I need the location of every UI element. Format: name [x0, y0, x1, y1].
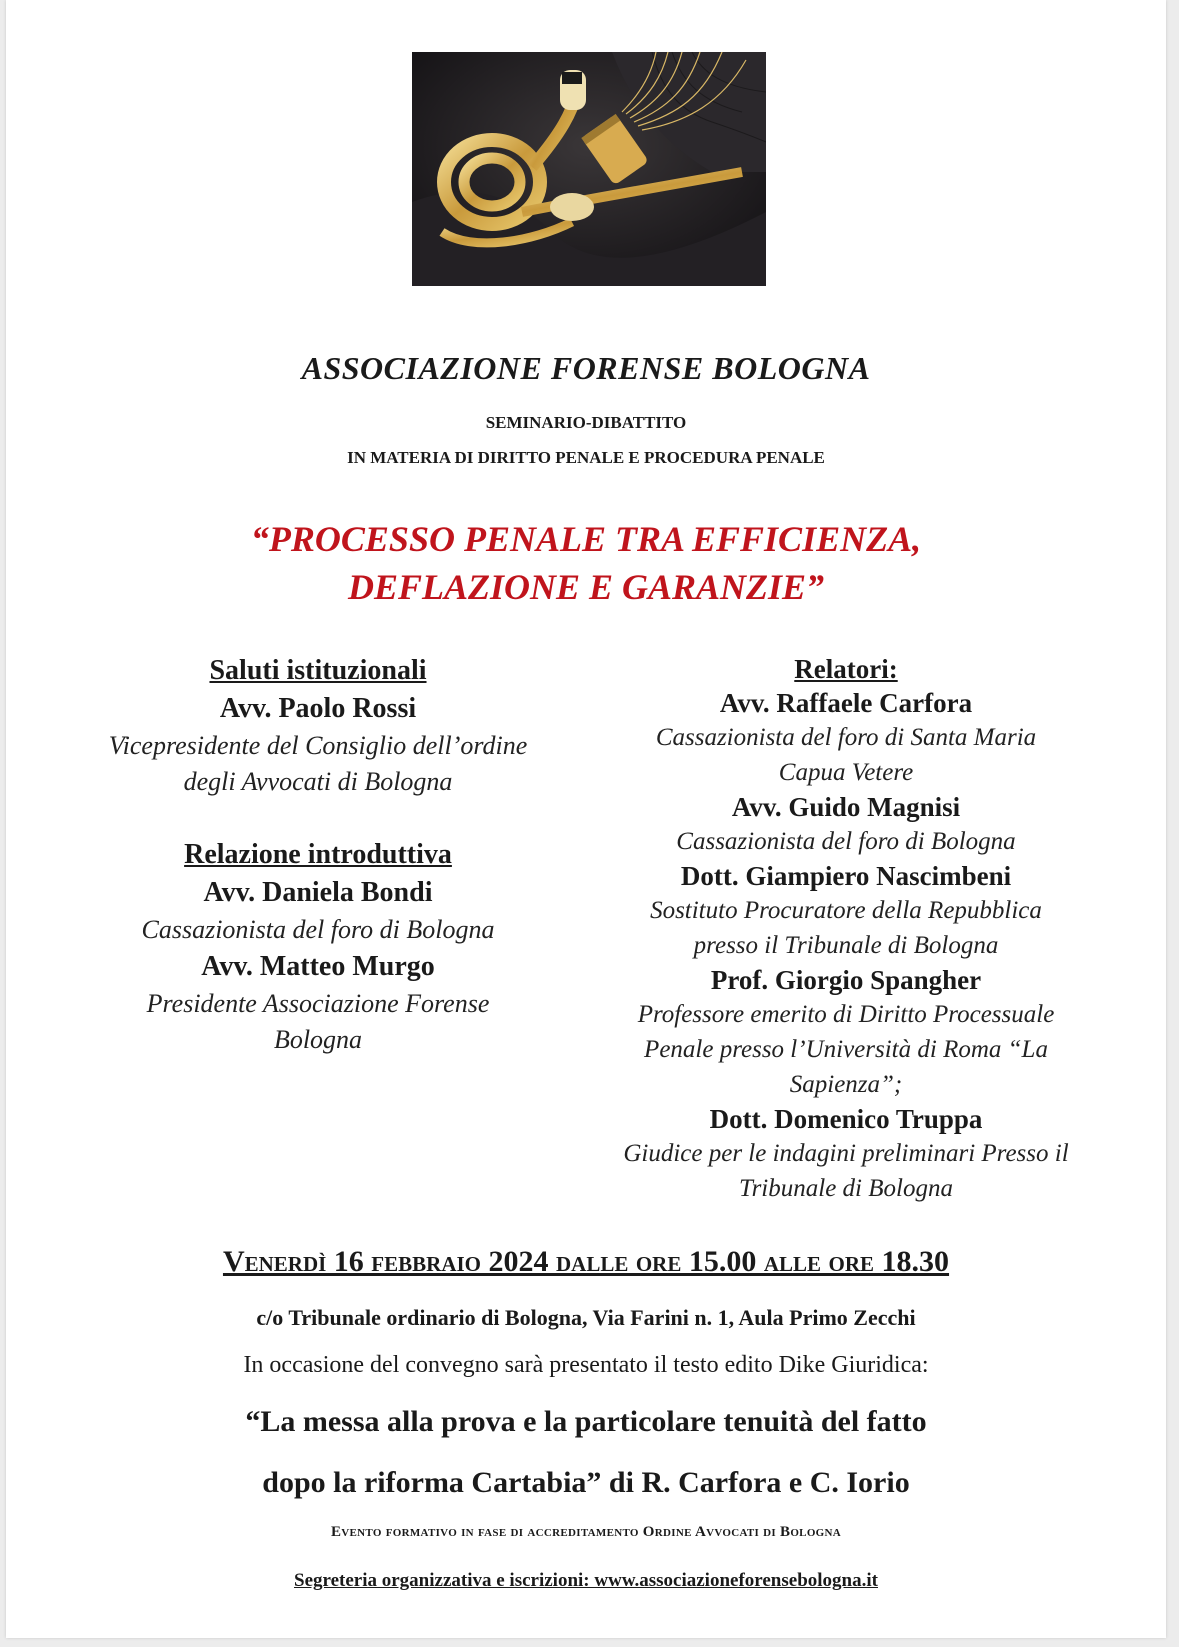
- intro-speaker2-role-cont: Bologna: [273, 1025, 363, 1054]
- speaker-role: Sostituto Procuratore della Repubblica: [650, 897, 1042, 924]
- book-presentation-note: In occasione del convegno sarà presentato il testo edito Dike Giuridica:: [243, 1352, 929, 1378]
- intro-speaker2-role: Presidente Associazione Forense: [146, 989, 490, 1018]
- speaker-role: Cassazionista del foro di Bologna: [676, 828, 1016, 855]
- speaker-name: Avv. Guido Magnisi: [731, 792, 961, 822]
- intro-speaker-role: Cassazionista del foro di Bologna: [141, 915, 495, 944]
- speaker-name: Dott. Giampiero Nascimbeni: [680, 861, 1012, 891]
- speaker-role: Professore emerito di Diritto Processuale: [637, 1001, 1055, 1028]
- speaker-name: Avv. Raffaele Carfora: [719, 688, 973, 718]
- book-title-line1: “La messa alla prova e la particolare tenuità del fatto: [245, 1405, 927, 1438]
- greetings-speaker-role-cont: degli Avvocati di Bologna: [183, 767, 453, 796]
- speaker-name: Prof. Giorgio Spangher: [710, 965, 982, 995]
- speaker-role: Cassazionista del foro di Santa Maria: [655, 724, 1037, 751]
- book-title-line2: dopo la riforma Cartabia” di R. Carfora e C. Iorio: [262, 1466, 910, 1499]
- seminar-title-line1: “PROCESSO PENALE TRA EFFICIENZA,: [250, 519, 922, 559]
- event-date: Venerdì 16 febbraio 2024 dalle ore 15.00 alle ore 18.30: [222, 1245, 950, 1278]
- speaker-role: Penale presso l’Università di Roma “La: [644, 1036, 1048, 1063]
- seminar-title: [6, 515, 1166, 611]
- left-column: [78, 652, 558, 1058]
- toga-cord-photo: [412, 52, 766, 286]
- intro-speaker-name: Avv. Daniela Bondi: [203, 877, 433, 908]
- right-column: [596, 652, 1096, 1206]
- speaker-role: Capua Vetere: [778, 759, 914, 786]
- speaker-role: Tribunale di Bologna: [739, 1175, 953, 1202]
- speaker-name: Dott. Domenico Truppa: [709, 1104, 983, 1134]
- speaker-role: presso il Tribunale di Bologna: [693, 932, 999, 959]
- greetings-heading: Saluti istituzionali: [209, 655, 427, 686]
- flyer-page: [6, 0, 1166, 1638]
- greetings-speaker-role: Vicepresidente del Consiglio dell’ordine: [108, 731, 528, 760]
- intro-heading: Relazione introduttiva: [184, 839, 452, 870]
- intro-speaker2-name: Avv. Matteo Murgo: [201, 951, 435, 982]
- event-type: SEMINARIO-DIBATTITO: [485, 413, 687, 432]
- speakers-heading: Relatori:: [794, 654, 898, 684]
- speaker-role: Sapienza”;: [789, 1071, 903, 1098]
- event-venue: c/o Tribunale ordinario di Bologna, Via Farini n. 1, Aula Primo Zecchi: [256, 1305, 916, 1330]
- seminar-title-line2: DEFLAZIONE E GARANZIE”: [347, 567, 825, 607]
- event-subject: IN MATERIA DI DIRITTO PENALE E PROCEDURA PENALE: [347, 448, 825, 467]
- greetings-speaker-name: Avv. Paolo Rossi: [219, 693, 417, 724]
- speaker-role: Giudice per le indagini preliminari Presso il: [623, 1140, 1069, 1167]
- accreditation-note: Evento formativo in fase di accreditamento Ordine Avvocati di Bologna: [330, 1524, 842, 1540]
- secretariat-link[interactable]: Segreteria organizzativa e iscrizioni: www.associazioneforensebologna.it: [294, 1570, 878, 1591]
- organization-name: ASSOCIAZIONE FORENSE BOLOGNA: [301, 350, 871, 386]
